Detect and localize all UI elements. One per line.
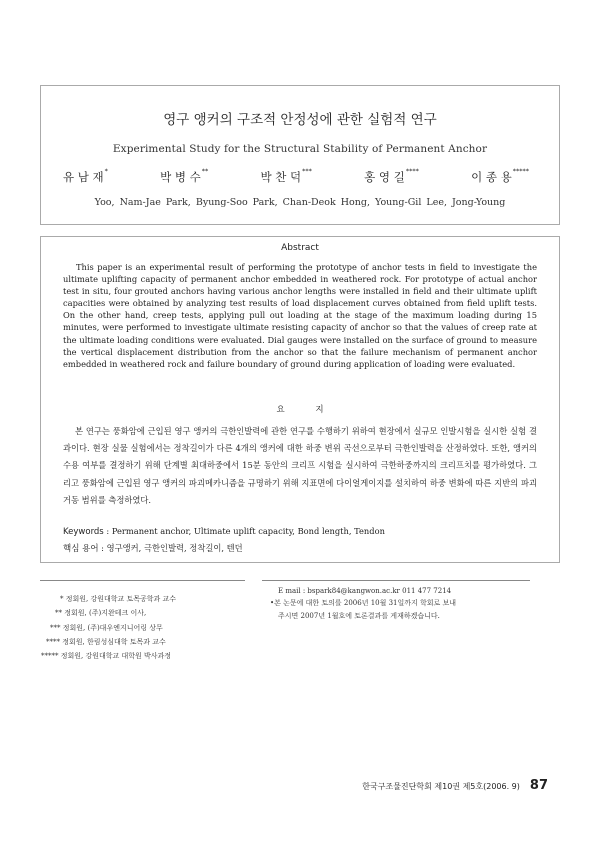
footnote-discussion-note: •본 논문에 대한 토의를 2006년 10월 31일까지 학회로 보내 [270,599,457,608]
footnote-divider-left [40,580,245,581]
footnote-affiliation-3: *** 정회원, (주)대우엔지니어링 상무 [50,623,163,632]
footnote-email: E mail : bspark84@kangwon.ac.kr 011 477 7214 [278,587,452,595]
author-2-name: 박 병 수 [160,170,201,184]
author-4-name: 홍 영 길 [364,170,405,184]
author-5-mark: ***** [512,167,529,175]
author-1-name: 유 남 재 [63,170,104,184]
footnotes-contact [270,585,515,622]
authors-english: Yoo, Nam-Jae Park, Byung-Soo Park, Chan-Deok Hong, Young-Gil Lee, Jong-Young [94,197,506,208]
author-2-mark: ** [201,167,209,175]
page-footer [362,778,548,793]
abstract-heading: Abstract [281,243,319,253]
footnote-affiliation-4: **** 정회원, 한림성심대학 토목과 교수 [46,637,166,646]
title-box [40,85,560,225]
author-3-name: 박 찬 덕 [260,170,302,184]
footnote-affiliation-2: ** 정회원, (주)지완테크 이사, [55,609,147,618]
author-4 [364,169,419,185]
authors-korean [41,169,559,185]
keywords-line: Keywords : Permanent anchor, Ultimate uplift capacity, Bond length, Tendon [63,526,385,537]
page-number: 87 [529,778,548,793]
abstract-text: This paper is an experimental result of performing the prototype of anchor tests in field to investigate the ultimate uplifting capacity of permanent anchor embedded in weathered rock. For prototype of actual anchor test in situ, four grouted anchors having various anchor lengths were installed in field and their ultimate uplift capacities were obtained by analyzing test results of load displacement curves obtained from field uplift tests. On the other hand, creep tests, applying pull out loading at the stage of the maximum loading during 15 minutes, were performed to investigate ultimate resisting capacity of anchor so that the values of creep rate at the ultimate loading conditions were evaluated. Dial gauges were installed on the surface of ground to measure the vertical displacement distribution from the anchor so that the failure mechanism of permanent anchor embedded in weathered rock and failure boundary of ground during application of loading were evaluated. [63,262,537,369]
paper-title-english: Experimental Study for the Structural Stability of Permanent Anchor [112,143,488,155]
footnote-divider-right [262,580,530,581]
keywords-korean-line: 핵심 용어 : 영구앵커, 극한인발력, 정착길이, 텐던 [63,543,243,554]
footnote-discussion-note-cont: 주시면 2007년 1월호에 토론결과를 게재하겠습니다. [278,611,440,620]
keywords-korean-label: 핵심 용어 [63,544,99,554]
author-1 [63,169,108,185]
keywords-text: Permanent anchor, Ultimate uplift capacity, Bond length, Tendon [111,526,385,536]
author-1-mark: * [104,167,108,175]
abstract-box [40,236,560,563]
footnotes-affiliations [40,592,255,663]
footnote-affiliation-1: * 정회원, 강원대학교 토목공학과 교수 [60,595,177,603]
author-4-mark: **** [405,167,419,175]
korean-abstract-text: 본 연구는 풍화암에 근입된 영구 앵커의 극한인발력에 관한 연구를 수행하기 위하여 현장에서 실규모 인발시험을 실시한 실험 결과이다. 현장 실물 실험에서는 정착길이가 다른 4개의 앵커에 대한 하중 변위 곡선으로부터 극한인발력을 산정하였다. 또한, 앵커의 수용 여부를 결정하기 위해 단계별 최대하중에서 15분 동안의 크리프 시험을 실시하여 극한하중까지의 크리프치를 평가하였다. 그리고 풍화암에 근입된 영구 앵커의 파괴메카니즘을 규명하기 위해 지표면에 다이얼게이지를 설치하여 하중 변화에 따른 지반의 파괴 거동 범위를 측정하였다. [63,426,537,505]
paper-title-korean: 영구 앵커의 구조적 안정성에 관한 실험적 연구 [163,112,437,128]
journal-info: 한국구조물진단학회 제10권 제5호(2006. 9) [362,782,520,791]
korean-abstract-heading: 요 지 [276,405,338,415]
author-2 [160,169,208,185]
author-5-name: 이 종 용 [471,170,512,184]
author-3-mark: *** [302,167,312,175]
keywords-label: Keywords [63,527,104,537]
author-5 [471,169,529,185]
author-3 [261,169,312,185]
footnote-affiliation-5: ***** 정회원, 강원대학교 대학원 박사과정 [41,652,172,661]
keywords-korean-text: 영구앵커, 극한인발력, 정착길이, 텐던 [106,543,243,553]
